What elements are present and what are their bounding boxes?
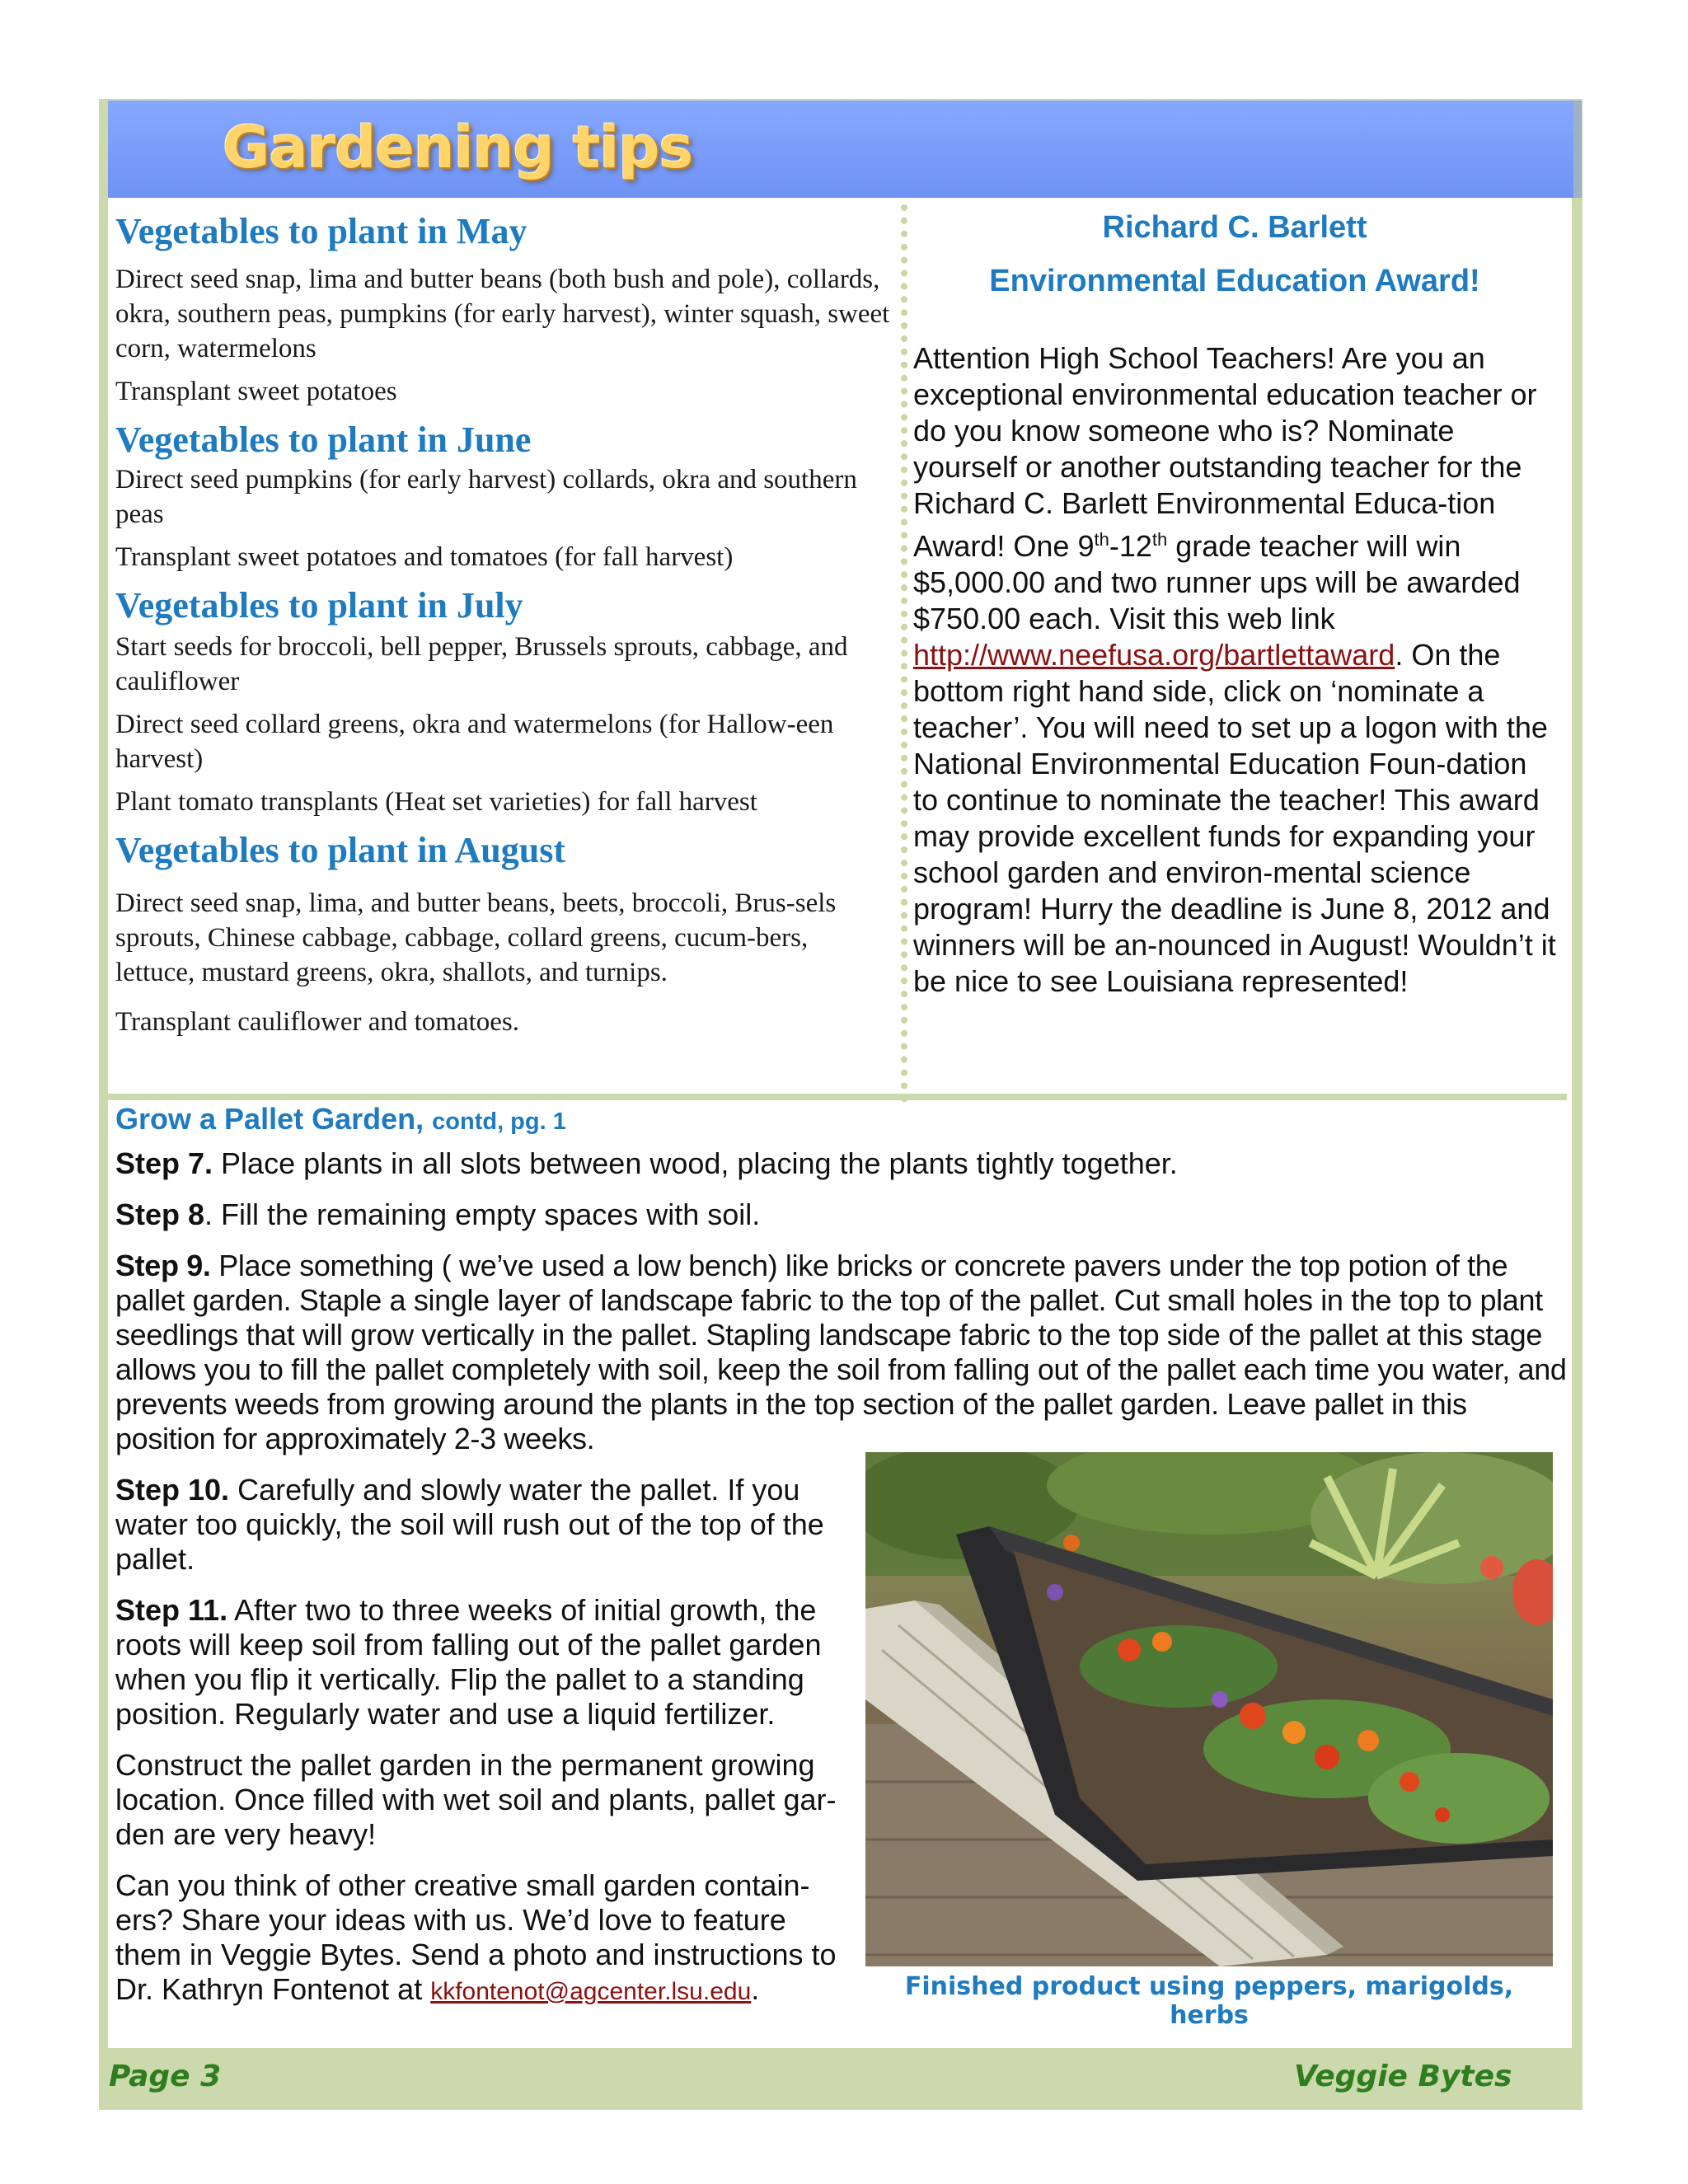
ordinal-sup: th bbox=[1094, 529, 1109, 550]
construct-text: Construct the pallet garden in the permanent growing location. Once filled with wet soil and plants, pallet gar-den are very heavy! bbox=[115, 1748, 837, 1851]
award-text-a: Attention High School Teachers! Are you an exceptional environmental education teacher or do you know someone who is? Nominate yourself or another outstanding teacher for the Richard C. Barlett Environmental Educa-tion Award! One 9 bbox=[913, 341, 1537, 563]
award-link[interactable]: http://www.neefusa.org/bartlettaward bbox=[913, 638, 1395, 672]
august-heading: Vegetables to plant in August bbox=[115, 830, 566, 870]
step-11 bbox=[115, 1593, 841, 1732]
july-heading: Vegetables to plant in July bbox=[115, 585, 523, 626]
page-title: Gardening tips bbox=[223, 114, 693, 181]
award-body bbox=[913, 340, 1556, 1000]
pallet-heading bbox=[115, 1102, 1574, 1137]
step-8-label: Step 8 bbox=[115, 1197, 205, 1231]
may-direct-seed: Direct seed snap, lima and butter beans (both bush and pole), collards, okra, southern peas, pumpkins (for early harvest), winter squash, sweet corn, watermelons bbox=[115, 265, 890, 363]
step-8 bbox=[115, 1197, 1574, 1232]
closing-body: Can you think of other creative small garden contain-ers? Share your ideas with us. We’d love to feature them in Veggie Bytes. Send a photo and instructions to Dr. Kathryn Fontenot at bbox=[115, 1868, 837, 2006]
planting-guide bbox=[115, 210, 890, 1039]
step-7-label: Step 7. bbox=[115, 1146, 213, 1180]
column-divider bbox=[901, 204, 907, 1103]
august-transplant: Transplant cauliflower and tomatoes. bbox=[115, 1007, 520, 1037]
may-heading: Vegetables to plant in May bbox=[115, 211, 528, 251]
award-text-c: . On the bottom right hand side, click on ‘nominate a teacher’. You will need to set up a logon with the National Environmental Education Foun-dation to continue to nominate the teacher! This award may provide excellent funds for expanding your school garden and environ-mental science program! Hurry the deadline is June 8, 2012 and winners will be an-nounced in August! Wouldn’t it be nice to see Louisiana represented! bbox=[913, 638, 1556, 998]
footer bbox=[99, 2048, 1582, 2110]
step-9 bbox=[115, 1249, 1574, 1456]
photo-illustration bbox=[865, 1452, 1553, 1966]
step-11-label: Step 11. bbox=[115, 1593, 228, 1627]
july-start-seeds: Start seeds for broccoli, bell pepper, Brussels sprouts, cabbage, and cauliflower bbox=[115, 632, 848, 696]
step-9-text: Place something ( we’ve used a low bench) like bricks or concrete pavers under the top potion of the pallet garden. Staple a single layer of landscape fabric to the top of the pallet. Cut small holes in the top to plant seedlings that will grow vertically in the pallet. Stapling landscape fabric to the top side of the pallet at this stage allows you to fill the pallet completely with soil, keep the soil from falling out of the pallet each time you water, and prevents weeds from growing around the plants in the top section of the pallet garden. Leave pallet in this position for approximately 2-3 weeks. bbox=[115, 1249, 1567, 1455]
june-heading: Vegetables to plant in June bbox=[115, 419, 532, 460]
step-10 bbox=[115, 1473, 841, 1577]
step-7 bbox=[115, 1146, 1574, 1181]
june-transplant: Transplant sweet potatoes and tomatoes (for fall harvest) bbox=[115, 542, 734, 572]
august-direct-seed: Direct seed snap, lima, and butter beans, beets, broccoli, Brus-sels sprouts, Chinese cabbage, cabbage, collard greens, cucum-bers, lettuce, mustard greens, okra, shallots, and turnips. bbox=[115, 888, 837, 987]
closing-text bbox=[115, 1868, 841, 2009]
step-10-text: Carefully and slowly water the pallet. If you water too quickly, the soil will rush out of the top of the pallet. bbox=[115, 1473, 824, 1576]
step-7-text: Place plants in all slots between wood, placing the plants tightly together. bbox=[213, 1146, 1178, 1180]
step-11-text: After two to three weeks of initial growth, the roots will keep soil from falling out of the pallet garden when you flip it vertically. Flip the pallet to a standing position. Regularly water and use a liquid fertilizer. bbox=[115, 1593, 822, 1731]
pallet-garden-photo bbox=[865, 1452, 1553, 1966]
newsletter-name: Veggie Bytes bbox=[1294, 2060, 1512, 2093]
award-heading-title: Environmental Education Award! bbox=[989, 264, 1480, 298]
award-announcement bbox=[913, 210, 1556, 1000]
step-8-text: . Fill the remaining empty spaces with soil. bbox=[204, 1197, 761, 1231]
award-heading-name: Richard C. Barlett bbox=[1102, 210, 1367, 245]
photo-caption: Finished product using peppers, marigolds, herbs bbox=[904, 1972, 1514, 2030]
closing-period: . bbox=[751, 1972, 760, 2006]
june-direct-seed: Direct seed pumpkins (for early harvest) collards, okra and southern peas bbox=[115, 465, 857, 529]
page-number: Page 3 bbox=[109, 2060, 222, 2093]
ordinal-sup-2: th bbox=[1151, 529, 1168, 550]
july-direct-seed: Direct seed collard greens, okra and watermelons (for Hallow-een harvest) bbox=[115, 710, 834, 774]
may-transplant: Transplant sweet potatoes bbox=[115, 377, 397, 406]
award-text-b: grade teacher will win $5,000.00 and two runner ups will be awarded $750.00 each. Visit this web link bbox=[913, 529, 1521, 635]
step-9-label: Step 9. bbox=[115, 1249, 211, 1282]
grade-range: -12 bbox=[1109, 529, 1152, 563]
step-10-label: Step 10. bbox=[115, 1473, 230, 1507]
email-link[interactable]: kkfontenot@agcenter.lsu.edu bbox=[430, 1978, 752, 2005]
banner-shadow bbox=[1573, 101, 1582, 198]
section-divider bbox=[108, 1094, 1567, 1100]
july-tomato: Plant tomato transplants (Heat set varieties) for fall harvest bbox=[115, 787, 757, 817]
pallet-title: Grow a Pallet Garden, bbox=[115, 1102, 424, 1136]
pallet-continued: contd, pg. 1 bbox=[432, 1108, 566, 1135]
